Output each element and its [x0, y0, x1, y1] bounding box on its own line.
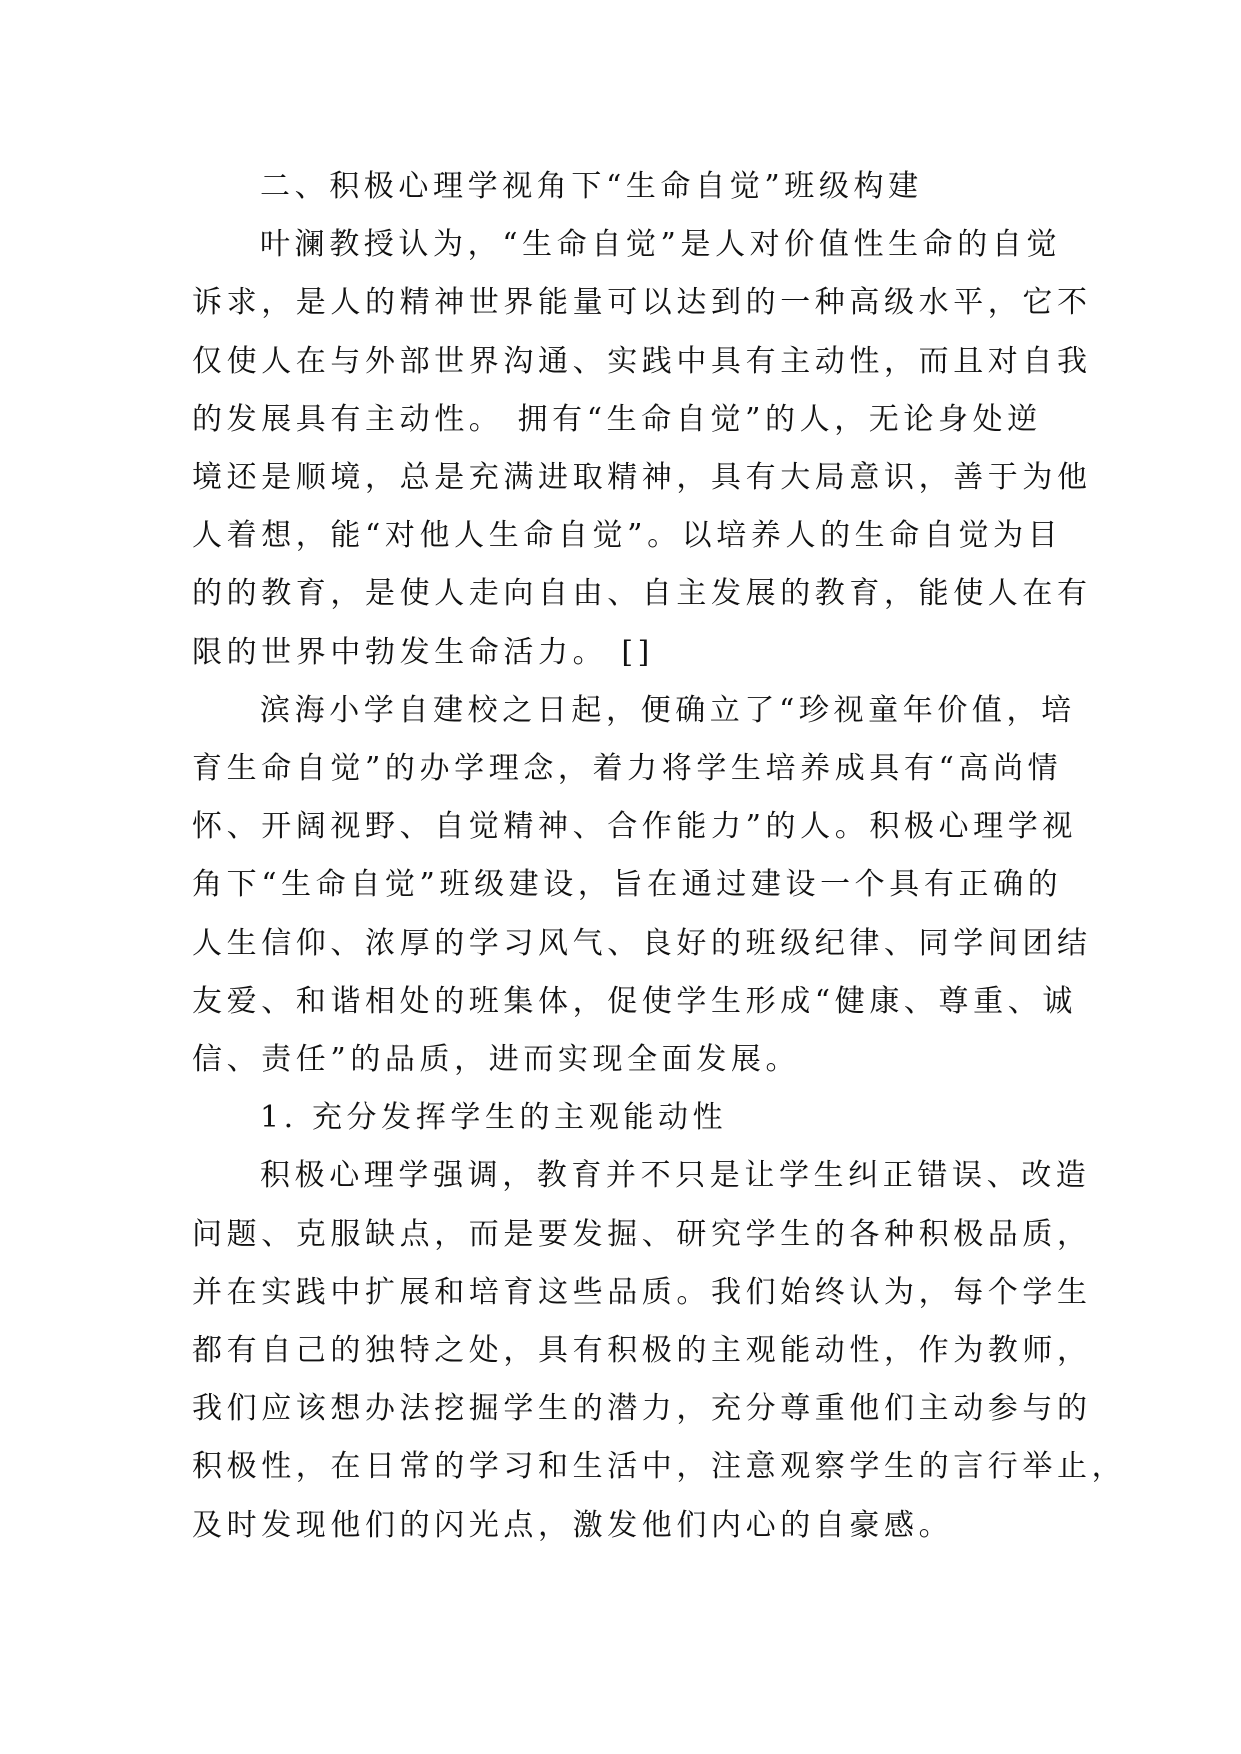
paragraph-line: 我们应该想办法挖掘学生的潜力，充分尊重他们主动参与的: [192, 1391, 1092, 1427]
paragraph-line: 的的教育，是使人走向自由、自主发展的教育，能使人在有: [192, 576, 1092, 612]
paragraph-line: 及时发现他们的闪光点，激发他们内心的自豪感。: [192, 1507, 954, 1543]
paragraph-line: 都有自己的独特之处，具有积极的主观能动性，作为教师，: [192, 1333, 1092, 1369]
paragraph-line: 友爱、和谐相处的班集体，促使学生形成“健康、尊重、诚: [192, 983, 1077, 1019]
paragraph-line: 并在实践中扩展和培育这些品质。我们始终认为，每个学生: [192, 1274, 1092, 1310]
paragraph-line: 积极心理学强调，教育并不只是让学生纠正错误、改造: [260, 1158, 1091, 1194]
paragraph-line: 积极性，在日常的学习和生活中，注意观察学生的言行举止，: [192, 1449, 1127, 1485]
paragraph-line: 角下“生命自觉”班级建设，旨在通过建设一个具有正确的: [192, 867, 1063, 903]
paragraph-line: 育生命自觉”的办学理念，着力将学生培养成具有“高尚情: [192, 751, 1063, 787]
paragraph-line: 人生信仰、浓厚的学习风气、良好的班级纪律、同学间团结: [192, 925, 1092, 961]
paragraph-line: 限的世界中勃发生命活力。 []: [192, 634, 654, 670]
paragraph-line: 叶澜教授认为，“生命自觉”是人对价值性生命的自觉: [260, 227, 1062, 263]
paragraph-line: 问题、克服缺点，而是要发掘、研究学生的各种积极品质，: [192, 1216, 1092, 1252]
subheading: 1. 充分发挥学生的主观能动性: [260, 1100, 728, 1136]
document-body: [192, 158, 1127, 1555]
paragraph-line: 诉求，是人的精神世界能量可以达到的一种高级水平，它不: [192, 285, 1092, 321]
paragraph-line: 怀、开阔视野、自觉精神、合作能力”的人。积极心理学视: [192, 809, 1077, 845]
paragraph-line: 信、责任”的品质，进而实现全面发展。: [192, 1042, 801, 1078]
paragraph-line: 的发展具有主动性。 拥有“生命自觉”的人，无论身处逆: [192, 401, 1042, 437]
paragraph-3: [192, 1147, 1127, 1554]
paragraph-line: 滨海小学自建校之日起，便确立了“珍视童年价值，培: [260, 692, 1076, 728]
paragraph-1: [192, 216, 1092, 682]
paragraph-line: 仅使人在与外部世界沟通、实践中具有主动性，而且对自我: [192, 343, 1092, 379]
paragraph-line: 境还是顺境，总是充满进取精神，具有大局意识，善于为他: [192, 460, 1092, 496]
section-heading: 二、积极心理学视角下“生命自觉”班级构建: [260, 169, 923, 204]
paragraph-2: [192, 682, 1092, 1089]
paragraph-line: 人着想，能“对他人生命自觉”。以培养人的生命自觉为目: [192, 518, 1063, 554]
